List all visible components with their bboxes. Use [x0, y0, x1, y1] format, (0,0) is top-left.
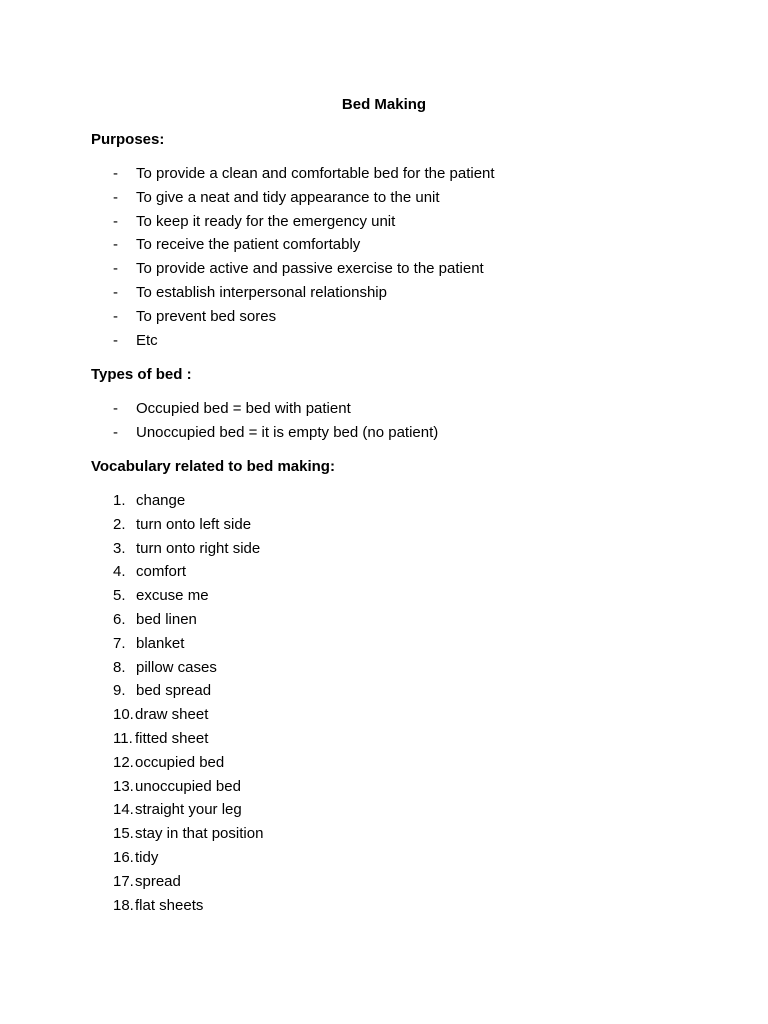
list-item-text: blanket	[136, 634, 185, 652]
list-item-text: excuse me	[136, 587, 209, 605]
list-marker: 12.	[113, 753, 134, 771]
list-item-text: comfort	[136, 563, 187, 581]
list-item-text: occupied bed	[135, 753, 225, 771]
page-title: Bed Making	[341, 96, 427, 113]
list-item-text: To provide active and passive exercise to the patient	[136, 260, 484, 278]
list-item-text: turn onto right side	[136, 539, 261, 557]
list-item-text: Unoccupied bed = it is empty bed (no patient)	[136, 423, 439, 441]
list-item-text: unoccupied bed	[135, 777, 241, 795]
list-marker: -	[113, 307, 118, 325]
list-marker: 14.	[113, 801, 134, 819]
list-marker: 17.	[113, 872, 134, 890]
list-marker: 1.	[113, 492, 126, 509]
types-heading: Types of bed :	[91, 366, 192, 383]
list-item-text: flat sheets	[135, 896, 204, 914]
list-item-text: To provide a clean and comfortable bed for the patient	[136, 165, 495, 182]
list-marker: -	[113, 260, 118, 278]
list-marker: 5.	[113, 587, 126, 605]
list-marker: 16.	[113, 848, 134, 866]
list-item-text: To establish interpersonal relationship	[136, 283, 387, 301]
list-item-text: bed spread	[136, 682, 212, 700]
list-item-text: Etc	[136, 331, 158, 349]
list-marker: 3.	[113, 539, 126, 557]
purposes-heading: Purposes:	[91, 131, 165, 148]
list-item-text: To prevent bed sores	[136, 307, 277, 325]
list-item-text: pillow cases	[136, 658, 217, 676]
list-marker: 11.	[113, 729, 133, 747]
list-marker: 7.	[113, 634, 126, 652]
list-item-text: Occupied bed = bed with patient	[136, 400, 351, 417]
list-marker: 6.	[113, 610, 126, 628]
list-marker: 8.	[113, 658, 126, 676]
list-marker: 9.	[113, 682, 126, 700]
list-item-text: bed linen	[136, 610, 197, 628]
list-item-text: stay in that position	[135, 825, 264, 843]
list-marker: -	[113, 331, 118, 349]
list-item-text: To receive the patient comfortably	[136, 236, 361, 254]
list-marker: 15.	[113, 825, 134, 843]
list-marker: -	[113, 423, 118, 441]
list-item-text: turn onto left side	[136, 515, 252, 533]
list-marker: 10.	[113, 706, 134, 724]
list-marker: -	[113, 400, 118, 417]
list-marker: -	[113, 188, 118, 206]
list-marker: 13.	[113, 777, 134, 795]
list-item-text: change	[136, 492, 186, 509]
list-item-text: To keep it ready for the emergency unit	[136, 212, 396, 230]
vocabulary-heading: Vocabulary related to bed making:	[91, 458, 335, 475]
list-marker: 18.	[113, 896, 134, 914]
list-item-text: fitted sheet	[135, 729, 209, 747]
list-item-text: draw sheet	[135, 706, 209, 724]
list-item-text: To give a neat and tidy appearance to the unit	[136, 188, 440, 206]
list-marker: 2.	[113, 515, 126, 533]
list-item-text: tidy	[135, 848, 159, 866]
list-marker: -	[113, 283, 118, 301]
list-item-text: straight your leg	[135, 801, 242, 819]
list-marker: -	[113, 212, 118, 230]
list-marker: -	[113, 236, 118, 254]
list-item-text: spread	[135, 872, 181, 890]
list-marker: 4.	[113, 563, 126, 581]
list-marker: -	[113, 165, 118, 182]
